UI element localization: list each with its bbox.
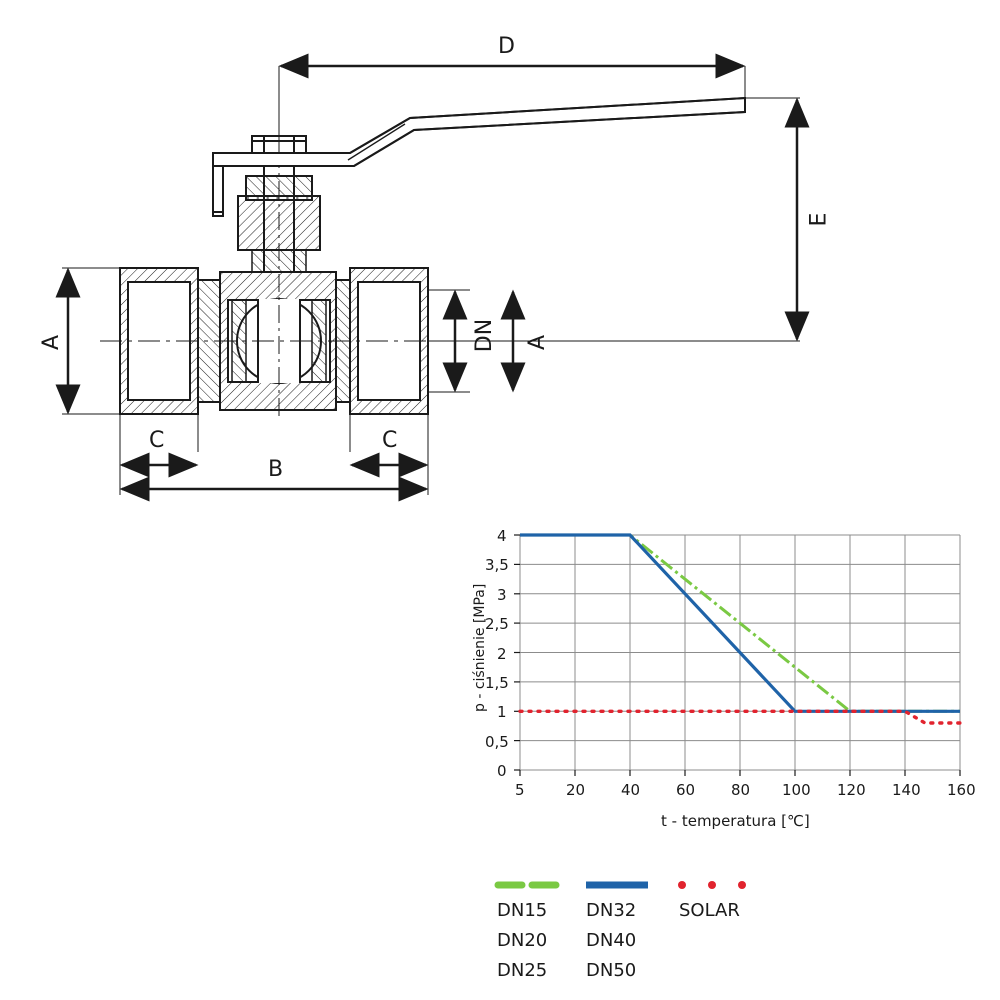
legend-label-dn15: DN15 [497,900,548,921]
legend-label-dn50: DN50 [586,960,637,981]
chart-ytick-2: 2 [497,645,507,663]
chart-ytick-4: 4 [497,527,507,545]
chart-xtick-80: 80 [731,781,751,799]
dimension-label-A-left: A [39,334,65,351]
chart-x-axis-label: t - temperatura [℃] [661,812,810,830]
dimension-label-C-right: C [382,428,398,453]
chart-ytick-0: 0 [497,762,507,780]
chart-ytick-35: 3,5 [485,556,509,574]
dimension-label-B: B [268,457,284,482]
legend-label-dn40: DN40 [586,930,637,951]
chart-ytick-05: 0,5 [485,733,509,751]
chart-y-axis-label: p - ciśnienie [MPa] [472,583,488,712]
legend-label-dn32: DN32 [586,900,637,921]
dimension-label-E: E [806,212,832,227]
chart-xtick-40: 40 [621,781,641,799]
legend-swatch-solar-group [678,881,746,889]
chart-xtick-60: 60 [676,781,696,799]
chart-xtick-100: 100 [782,781,811,799]
chart-ytick-1: 1 [497,703,507,721]
chart-xtick-20: 20 [566,781,586,799]
legend-label-dn25: DN25 [497,960,548,981]
dimension-label-DN: DN [472,318,498,353]
chart-xtick-140: 140 [892,781,921,799]
chart-xtick-120: 120 [837,781,866,799]
chart-ytick-25: 2,5 [485,615,509,633]
dimension-label-C-left: C [149,428,165,453]
chart-ytick-3: 3 [497,586,507,604]
dimension-label-D: D [498,34,515,59]
chart-ytick-15: 1,5 [485,674,509,692]
chart-xtick-160: 160 [947,781,976,799]
legend-label-solar: SOLAR [679,900,740,921]
chart-xtick-5: 5 [515,781,525,799]
legend-label-dn20: DN20 [497,930,548,951]
dimension-label-A-right: A [525,334,551,351]
